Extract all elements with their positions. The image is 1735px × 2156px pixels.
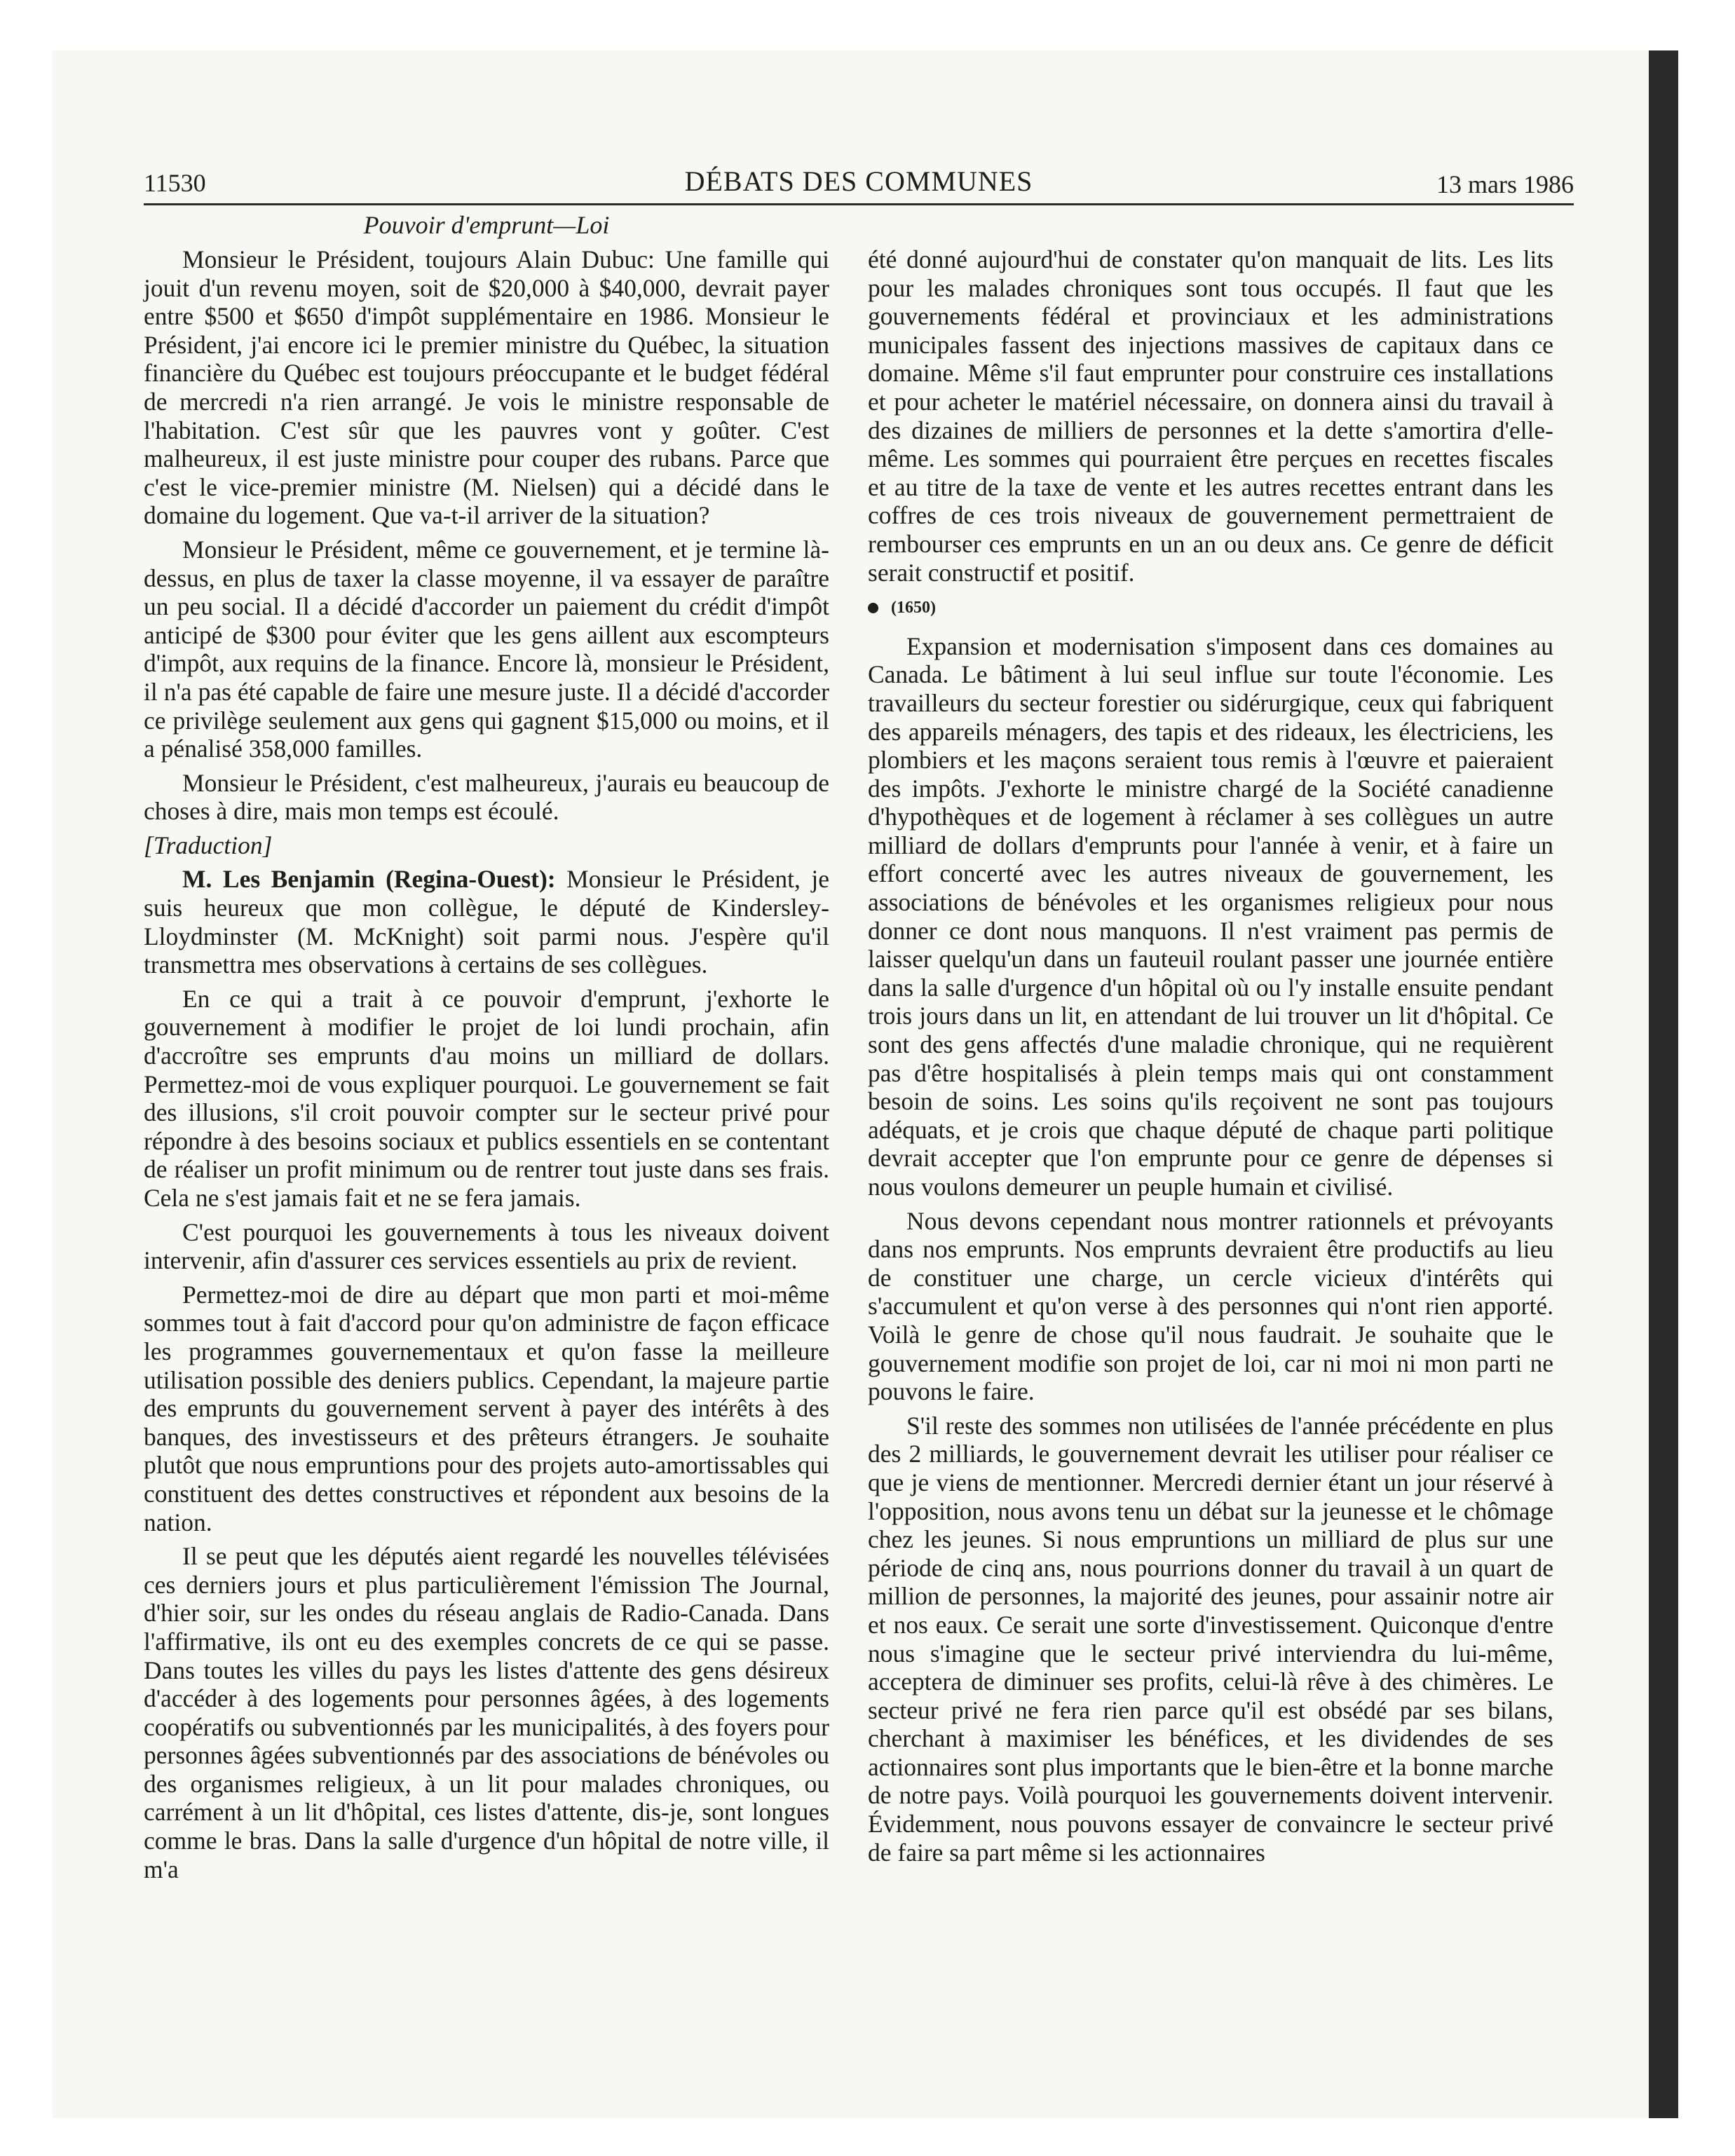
time-marker [868,594,1553,622]
publication-title: DÉBATS DES COMMUNES [684,165,1033,197]
paragraph: Il se peut que les députés aient regardé les nouvelles télévisées ces derniers jours et plus particulièrement l'émission The Journal, d'hier soir, sur les ondes du réseau anglais de Radio-Canada. Dans l'affirmative, ils ont eu des exemples concrets de ce qui se passe. Dans toutes les villes du pays les listes d'attente des gens désireux d'accéder à des logements pour personnes âgées, à des logements coopératifs ou subventionnés par les municipalités, à des foyers pour personnes âgées subventionnés par des associations de bénévoles ou des organismes religieux, à un lit pour malades chroniques, ou carrément à un lit d'hôpital, ces listes d'attente, dis-je, sont longues comme le bras. Dans la salle d'urgence d'un hôpital de notre ville, il m'a [144,1542,829,1883]
paragraph: Permettez-moi de dire au départ que mon parti et moi-même sommes tout à fait d'accord pour qu'on administre de façon efficace les programmes gouvernementaux et qu'on fasse la meilleure utilisation possible des deniers publics. Cependant, la majeure partie des emprunts du gouvernement servent à payer des intérêts à des banques, des investisseurs et des prêteurs étrangers. Je souhaite plutôt que nous empruntions pour des projets auto-amortissables qui constituent des dettes constructives et répondent aux besoins de la nation. [144,1280,829,1536]
page-number: 11530 [144,169,206,197]
time-marker-label: (1650) [891,599,936,618]
speaker-text: Monsieur le Président, je suis heureux que mon collègue, le député de Kindersley-Lloydminster (M. McKnight) soit parmi nous. J'espère qu'il transmettra mes observations à certains de ses collègues. [144,865,829,979]
paragraph: Monsieur le Président, c'est malheureux, j'aurais eu beaucoup de choses à dire, mais mon temps est écoulé. [144,768,829,826]
bullet-icon [868,603,878,613]
paragraph: S'il reste des sommes non utilisées de l'année précédente en plus des 2 milliards, le gouvernement devrait les utiliser pour réaliser ce que je viens de mentionner. Mercredi dernier étant un jour réservé à l'opposition, nous avons tenu un débat sur la jeunesse et le chômage chez les jeunes. Si nous empruntions un milliard de plus sur une période de cinq ans, nous pourrions donner du travail à un quart de million de personnes, la majorité des jeunes, pour assainir notre air et nos eaux. Ce serait une sorte d'investissement. Quiconque d'entre nous s'imagine que le secteur privé interviendra du lui-même, acceptera de diminuer ses profits, celui-là rêve à des chimères. Le secteur privé ne fera rien parce qu'il est obsédé par ses bilans, cherchant à maximiser les bénéfices, et les dividendes de ses actionnaires sont plus importants que le bien-être et la bonne marche de notre pays. Voilà pourquoi les gouvernements doivent intervenir. Évidemment, nous pouvons essayer de convaincre le secteur privé de faire sa part même si les actionnaires [868,1411,1553,1867]
right-column [868,245,1553,1872]
scan-edge-shadow [1649,50,1678,2118]
page-header [144,163,1574,205]
paragraph: été donné aujourd'hui de constater qu'on manquait de lits. Les lits pour les malades chroniques sont tous occupés. Il faut que les gouvernements fédéral et provinciaux et les administrations municipales fassent des injections massives de capitaux dans ce domaine. Même s'il faut emprunter pour construire ces installations et pour acheter le matériel nécessaire, on donnera ainsi du travail à des dizaines de milliers de personnes et la dette s'amortira d'elle-même. Les sommes qui pourraient être perçues en recettes fiscales et au titre de la taxe de vente et les autres recettes entrant dans les coffres de ces trois niveaux de gouvernement permettraient de rembourser ces emprunts en un an ou deux ans. Ce genre de déficit serait constructif et positif. [868,245,1553,587]
paragraph: En ce qui a trait à ce pouvoir d'emprunt, j'exhorte le gouvernement à modifier le projet de loi lundi prochain, afin d'accroître ses emprunts d'au moins un milliard de dollars. Permettez-moi de vous expliquer pourquoi. Le gouvernement se fait des illusions, s'il croit pouvoir compter sur le secteur privé pour répondre à des besoins sociaux et publics essentiels en se contentant de réaliser un profit minimum ou de rentrer tout juste dans ses frais. Cela ne s'est jamais fait et ne se fera jamais. [144,984,829,1212]
speaker-paragraph [144,865,829,978]
paragraph: Expansion et modernisation s'imposent dans ces domaines au Canada. Le bâtiment à lui seul influe sur toute l'économie. Les travailleurs du secteur forestier ou sidérurgique, ceux qui fabriquent des appareils ménagers, des tapis et des rideaux, les électriciens, les plombiers et les maçons seraient tous remis à l'œuvre et paieraient des impôts. J'exhorte le ministre chargé de la Société canadienne d'hypothèques et de logement à réclamer à ses collègues un autre milliard de dollars d'emprunts pour l'année à venir, et à faire un effort concerté avec les autres niveaux de gouvernement, les associations de bénévoles et les organismes religieux pour nous donner ce dont nous manquons. Il n'est vraiment pas permis de laisser quelqu'un dans un fauteuil roulant passer une journée entière dans la salle d'urgence d'un hôpital où ou l'y installe ensuite pendant trois jours dans un lit, en attendant de lui trouver un lit d'hôpital. Ce sont des gens affectés d'une maladie chronique, qui ne requièrent pas d'être hospitalisés à plein temps mais qui ont constamment besoin de soins. Les soins qu'ils reçoivent ne sont pas toujours adéquats, et je crois que chaque député de chaque parti politique devrait accepter que l'on emprunte pour ce genre de dépenses si nous voulons demeurer un peuple humain et civilisé. [868,632,1553,1201]
paragraph: Monsieur le Président, même ce gouvernement, et je termine là-dessus, en plus de taxer la classe moyenne, il va essayer de paraître un peu social. Il a décidé d'accorder un paiement du crédit d'impôt anticipé de $300 pour éviter que les gens aillent aux escompteurs d'impôt, aux requins de la finance. Encore là, monsieur le Président, il n'a pas été capable de faire une mesure juste. Il a décidé d'accorder ce privilège seulement aux gens qui gagnent $15,000 ou moins, et il a pénalisé 358,000 familles. [144,535,829,763]
paragraph: Nous devons cependant nous montrer rationnels et prévoyants dans nos emprunts. Nos emprunts devraient être productifs au lieu de constituer une charge, un cercle vicieux d'intérêts qui s'accumulent et qu'on verse à des personnes qui n'ont rien apporté. Voilà le genre de chose qu'il nous faudrait. Je souhaite que le gouvernement modifie son projet de loi, car ni moi ni mon parti ne pouvons le faire. [868,1206,1553,1406]
left-column [144,245,829,1889]
speaker-name: M. Les Benjamin (Regina-Ouest): [182,865,556,894]
paragraph: C'est pourquoi les gouvernements à tous les niveaux doivent intervenir, afin d'assurer ces services essentiels au prix de revient. [144,1217,829,1275]
publication-date: 13 mars 1986 [1436,170,1574,198]
paragraph: Monsieur le Président, toujours Alain Dubuc: Une famille qui jouit d'un revenu moyen, soit de $20,000 à $40,000, devrait payer entre $500 et $650 d'impôt supplémentaire en 1986. Monsieur le Président, j'ai encore ici le premier ministre du Québec, la situation financière du Québec est toujours préoccupante et le budget fédéral de mercredi n'a rien arrangé. Je vois le ministre responsable de l'habitation. C'est sûr que les pauvres vont y goûter. C'est malheureux, il est juste ministre pour couper des rubans. Parce que c'est le vice-premier ministre (M. Nielsen) qui a décidé dans le domaine du logement. Que va-t-il arriver de la situation? [144,245,829,530]
section-subject: Pouvoir d'emprunt—Loi [363,211,610,239]
translation-tag: [Traduction] [144,831,273,859]
